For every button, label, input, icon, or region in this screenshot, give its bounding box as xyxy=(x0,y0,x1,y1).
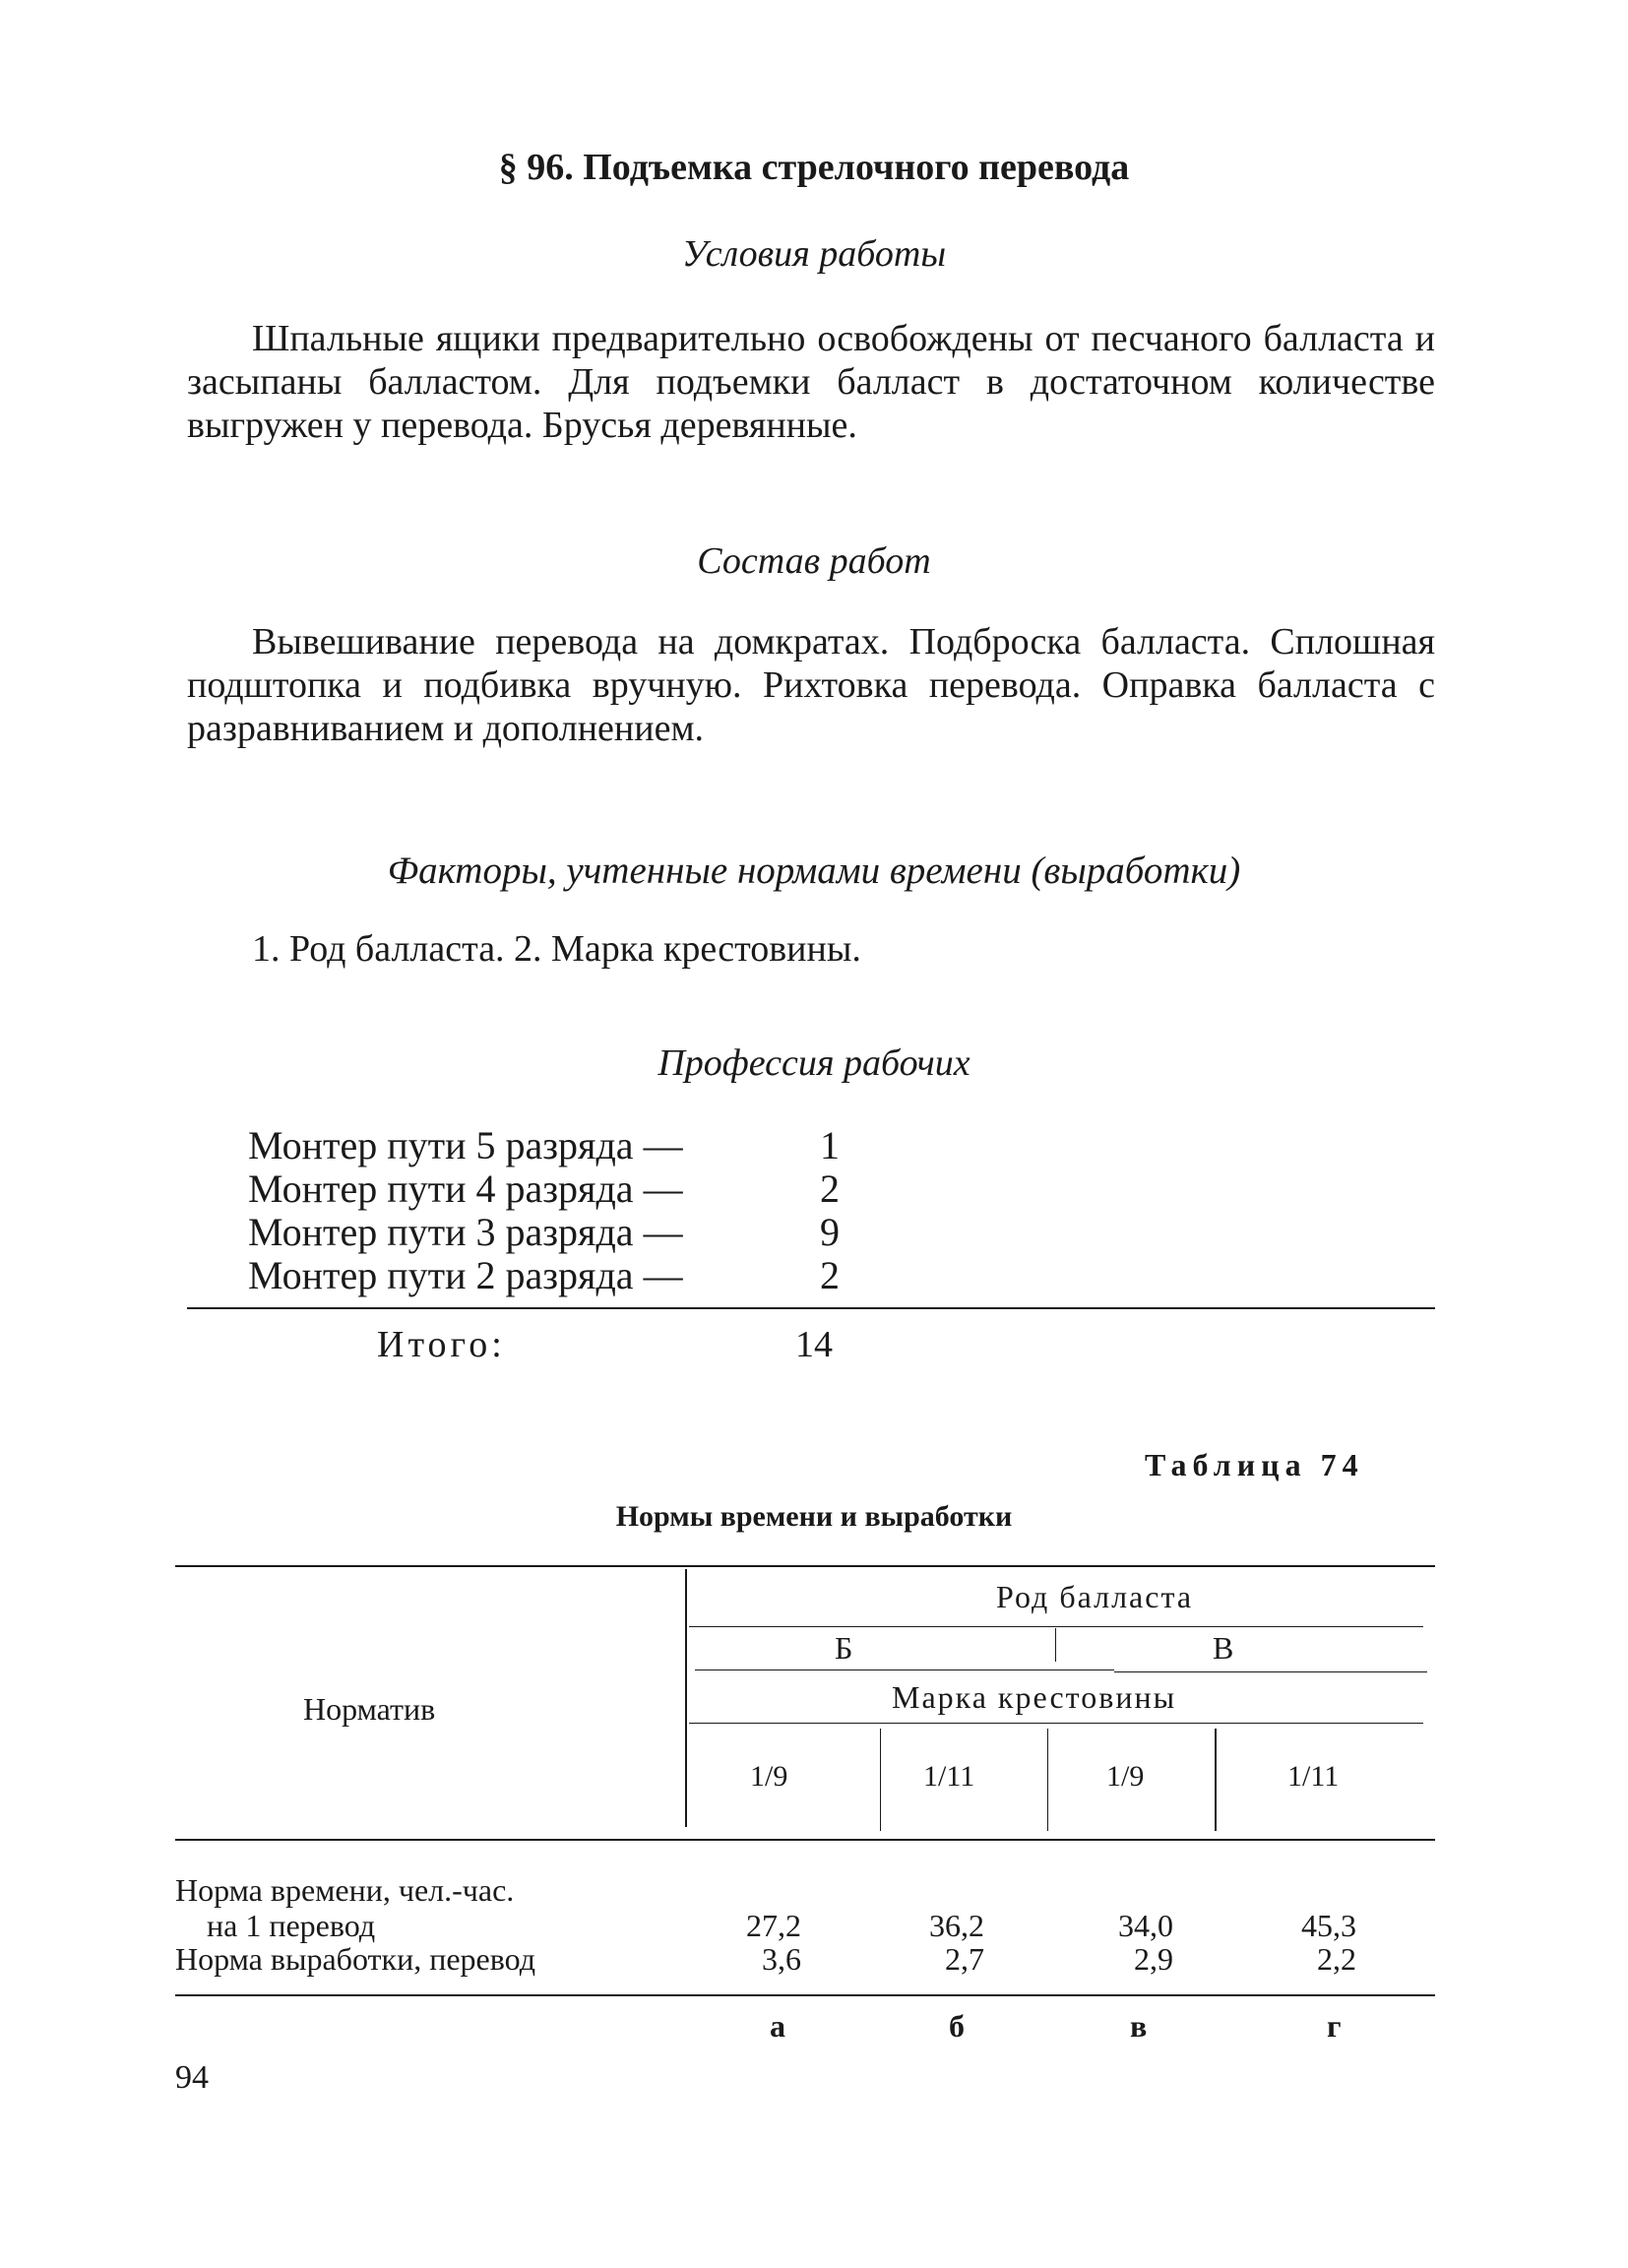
total-label: Итого: xyxy=(377,1324,506,1365)
col-letter: г xyxy=(1327,2008,1342,2044)
table-cell: 2,7 xyxy=(945,1941,984,1977)
mark-heading: Марка крестовины xyxy=(892,1679,1177,1715)
mark-rule xyxy=(689,1723,1423,1724)
total-value: 14 xyxy=(795,1324,833,1365)
col-letter: в xyxy=(1130,2008,1148,2044)
table-cell: 36,2 xyxy=(929,1908,984,1943)
conditions-heading: Условия работы xyxy=(681,233,947,275)
workers-heading: Профессия рабочих xyxy=(657,1042,971,1084)
table-cell: 27,2 xyxy=(746,1908,801,1943)
ballast-heading: Род балласта xyxy=(995,1579,1194,1614)
table-cell: 3,6 xyxy=(762,1941,801,1977)
header-divider xyxy=(685,1569,687,1827)
col-letter: а xyxy=(770,2008,785,2044)
col-divider xyxy=(880,1729,881,1831)
factors-text: 1. Род балласта. 2. Марка крестовины. xyxy=(252,928,861,970)
table-title: Нормы времени и выработки xyxy=(615,1500,1013,1533)
col-header: 1/9 xyxy=(1106,1760,1145,1793)
row-label: Норма выработки, перевод xyxy=(175,1941,535,1977)
row-label: на 1 перевод xyxy=(207,1908,376,1943)
ballast-b: Б xyxy=(835,1630,853,1666)
table-cell: 2,9 xyxy=(1134,1941,1173,1977)
page-number: 94 xyxy=(175,2059,209,2096)
col-divider xyxy=(1215,1729,1217,1831)
row-label: Норма времени, чел.-час. xyxy=(175,1872,515,1908)
composition-text: Вывешивание перевода на домкратах. Подброска балласта. Сплошная подштопка и подбивка вручную. Рихтовка перевода. Оправка балласта с разравниванием и дополнением. xyxy=(187,621,1435,749)
header-bottom-rule xyxy=(175,1839,1435,1841)
table-top-rule xyxy=(175,1565,1435,1567)
table-cell: 34,0 xyxy=(1118,1908,1173,1943)
table-bottom-rule xyxy=(175,1994,1435,1996)
table-cell: 2,2 xyxy=(1317,1941,1356,1977)
col-header: 1/11 xyxy=(923,1760,975,1793)
factors-heading: Факторы, учтенные нормами времени (выработки) xyxy=(387,850,1241,892)
composition-heading: Состав работ xyxy=(697,540,931,582)
col-header: 1/9 xyxy=(750,1760,788,1793)
sub-rule-v xyxy=(1114,1671,1427,1672)
col-header: 1/11 xyxy=(1287,1760,1340,1793)
conditions-text: Шпальные ящики предварительно освобождены от песчаного балласта и засыпаны балластом. Для подъемки балласт в достаточном количестве выгружен у перевода. Брусья деревянные. xyxy=(187,318,1435,446)
ballast-rule xyxy=(689,1626,1423,1627)
section-title: § 96. Подъемка стрелочного перевода xyxy=(498,147,1130,188)
normativ-heading: Норматив xyxy=(303,1691,436,1727)
ballast-split xyxy=(1055,1628,1056,1662)
table-number: Таблица 74 xyxy=(1145,1447,1364,1482)
col-letter: б xyxy=(949,2008,965,2044)
ballast-v: В xyxy=(1213,1630,1234,1666)
total-rule xyxy=(187,1307,1435,1309)
table-cell: 45,3 xyxy=(1301,1908,1356,1943)
col-divider xyxy=(1047,1729,1048,1831)
